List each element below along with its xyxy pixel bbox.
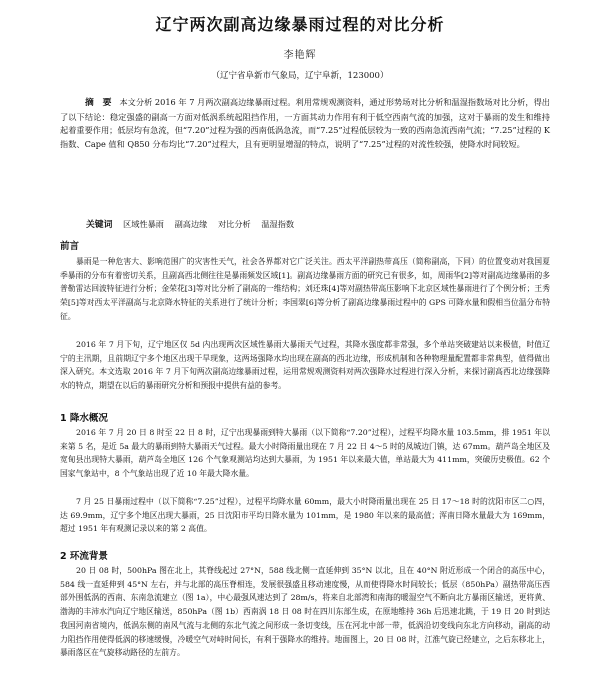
section-heading-overview: 1 降水概况 — [60, 413, 108, 424]
paragraph: 7 月 25 日暴雨过程中（以下简称“7.25”过程），过程平均降水量 60mm，最大小时降雨量出现在 25 日 17～18 时的沈阳市区二○四，达 69.9mm，辽宁多个地区出现大暴雨，25 日沈阳市平均日降水量为 101mm，是 1980 年以来的最高值；浑南日降水量最大为 169mm，超过 1951 年有观测记录以来的第 2 高值。 — [60, 497, 550, 534]
keywords-label: 关键词 — [86, 220, 113, 230]
paper-affiliation: （辽宁省阜新市气象局，辽宁阜新，123000） — [211, 71, 389, 81]
paper-author: 李艳辉 — [283, 50, 317, 61]
keyword: 对比分析 — [217, 219, 251, 229]
keyword: 区域性暴雨 — [123, 219, 164, 229]
section-heading-preface: 前言 — [60, 241, 80, 252]
paragraph: 暴雨是一种危害大、影响范围广的灾害性天气，社会各界都对它广泛关注。西太平洋副热带高压（简称副高，下同）的位置变动对我国夏季暴雨的分布有着密切关系，且副高西北侧往往是暴雨频发区域[1]。副高边缘暴雨方面的研究已有很多，如，周雨华[2]等对副高边缘暴雨的多普勒雷达回波特征进行分析；金荣花[3]等对比分析了副高的一维结构；刘还珠[4]等对副热带高压影响下北京区域性暴雨进行了个例分析；王秀荣[5]等对西太平洋副高与北京降水特征的关系进行了统计分析；李国翠[6]等分析了副高边缘暴雨过程中的 GPS 可降水量和假相当位温分布特征。 — [60, 257, 550, 321]
paper-title: 辽宁两次副高边缘暴雨过程的对比分析 — [155, 15, 445, 34]
paragraph: 20 日 08 时，500hPa 图在北上，其脊线起过 27°N，588 线北侧一直延伸到 35°N 以北，且在 40°N 附近形成一个闭合的高压中心，584 线一直延伸到 45°N 左右，并与北部的高压脊相连，发展很强盛且移动速度慢，从而使得降水时间较长；低层（850hPa）副热带高压西部外围低涡的西南、东南急流建立（图 1a），中心最强风速达到了 28m/s，将来自北部湾和南海的暖湿空气不断向北方暴雨区输送，更将黄、渤海的丰沛水汽向辽宁地区输送，850hPa（图 1b）西南涡 18 日 08 时在四川东部生成，在原地维持 36h 后迅速北跳，于 19 日 20 时到达我国河南省境内，低涡东侧的南风气流与北侧的东北气流之间形成一条切变线，压在河北中部一带，低涡沿切变线向东北方向移动，副高的动力阻挡作用使得低涡的移速缓慢，冷暖空气对峙时间长，有利于强降水的维持。地面图上，20 日 08 时，江淮气旋已经建立，之后东移北上，暴雨落区在气旋移动路径的左前方。 — [60, 566, 550, 658]
paragraph: 2016 年 7 月下旬，辽宁地区仅 5d 内出现两次区域性暴雨大暴雨天气过程，其降水强度都非常强，多个单站突破建站以来极值，时值辽宁的主汛期，且前期辽宁多个地区出现干旱现象，这两场强降水均出现在副高的西北边缘，形成机制和各种物理量配置都非常典型，值得做出深入研究。本文选取 2016 年 7 月下旬两次副高边缘暴雨过程，运用常规观测资料对两次强降水过程进行深入分析，来探讨副高西北边缘强降水的特点，期望在以后的暴雨研究分析和预报中提供有益的参考。 — [60, 340, 550, 391]
abstract — [60, 96, 550, 151]
keyword: 副高边缘 — [174, 219, 208, 229]
section-heading-environment: 2 环流背景 — [60, 551, 108, 562]
paragraph: 2016 年 7 月 20 日 8 时至 22 日 8 时，辽宁出现暴雨到特大暴雨（以下简称“7.20”过程），过程平均降水量 103.5mm，排 1951 年以来第 5 名，是近 5a 最大的暴雨到特大暴雨天气过程。最大小时降雨量出现在 7 月 22 日 4～5 时的凤城边门镇，达 67mm。葫芦岛全地区及宽甸县出现特大暴雨，葫芦岛全地区 126 个气象观测站均达到大暴雨，为 1951 年以来最大值，单站最大为 411mm，突破历史极值。62 个国家气象站中，8 个气象站出现了近 10 年最大降水量。 — [60, 428, 550, 479]
keywords — [86, 217, 556, 230]
abstract-label: 摘 要 — [85, 98, 112, 108]
abstract-text: 本文分析 2016 年 7 月两次副高边缘暴雨过程。利用常规观测资料，通过形势场对比分析和温湿指数场对比分析，得出了以下结论：稳定强盛的副高一方面对低涡系统起阻挡作用，一方面其动力作用有利于低空西南气流的加强，这对于暴雨的发生和维持起着重要作用；低层均有急流，但“7.20”过程为强的西南低涡急流，而“7.25”过程低层较为一致的西南急流西南气流；“7.25”过程的 K 指数、Cape 值和 Q850 分布均比“7.20”过程大，且有更明显增湿的特点，说明了“7.25”过程的对流性较强，使降水时间较短。 — [60, 97, 550, 149]
keyword: 温湿指数 — [261, 219, 295, 229]
